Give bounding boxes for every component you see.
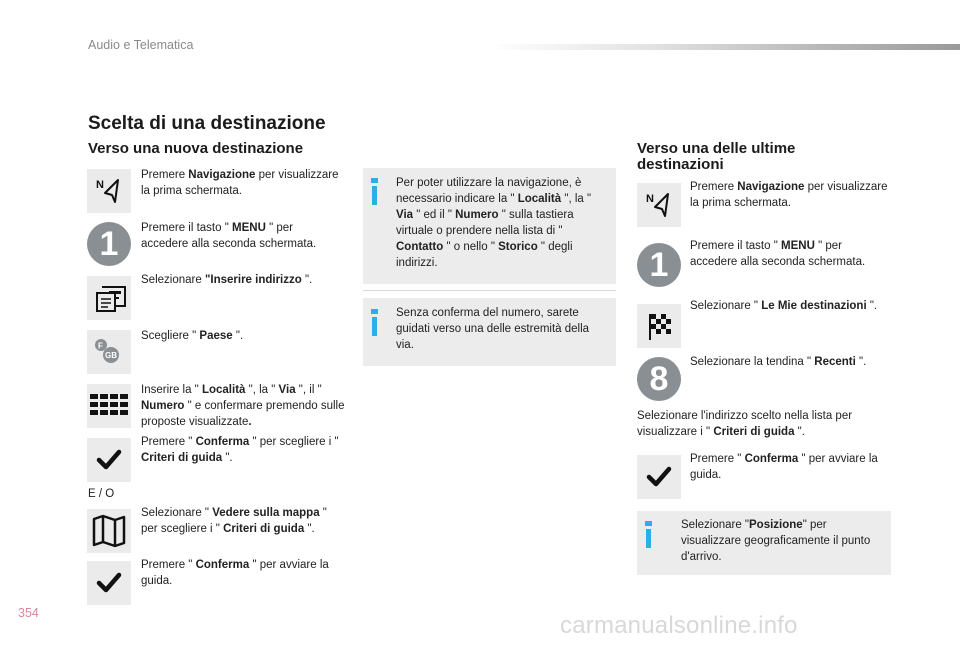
left-step-5-text: Inserire la " Località ", la " Via ", il " Numero " e confermare premendo sulle proposte visualizzate. [141, 384, 345, 428]
svg-text:N: N [96, 179, 104, 191]
left-heading: Verso una nuova destinazione [88, 140, 304, 157]
header-gradient-bar [488, 44, 960, 50]
right-step-5-text: Selezionare l'indirizzo scelto nella lista per visualizzare i " Criteri di guida ". [637, 410, 853, 438]
page-number: 354 [18, 606, 39, 620]
left-step-4-text: Scegliere " Paese ". [141, 330, 244, 342]
divider [363, 290, 616, 291]
left-step-1-text: Premere Navigazione per visualizzare la prima schermata. [141, 169, 339, 197]
svg-text:N: N [646, 193, 654, 205]
info-box-position [637, 511, 891, 575]
left-step-3-text: Selezionare "Inserire indirizzo ". [141, 274, 313, 286]
right-step-2-text: Premere il tasto " MENU " per accedere alla seconda schermata. [690, 240, 866, 268]
info-text-number: Senza conferma del numero, sarete guidati verso una delle estremità della via. [396, 307, 590, 351]
step-badge-1: 1 [87, 222, 131, 266]
confirm-check-icon [87, 561, 131, 605]
step-badge-8: 8 [637, 357, 681, 401]
section-label: Audio e Telematica [88, 38, 194, 52]
left-step-7-text: Selezionare " Vedere sulla mappa " per scegliere i " Criteri di guida ". [141, 507, 327, 535]
right-step-4-text: Selezionare la tendina " Recenti ". [690, 356, 867, 368]
navigation-icon [637, 183, 681, 227]
left-step-2-text: Premere il tasto " MENU " per accedere alla seconda schermata. [141, 222, 317, 250]
info-icon [371, 309, 378, 314]
watermark: carmanualsonline.info [560, 612, 798, 639]
address-card-icon [87, 276, 131, 320]
country-selector-icon [87, 330, 131, 374]
svg-text:F: F [98, 341, 103, 351]
left-step-6-text: Premere " Conferma " per scegliere i " Criteri di guida ". [141, 436, 339, 464]
info-box-navigation [363, 168, 616, 284]
right-step-6-text: Premere " Conferma " per avviare la guida. [690, 453, 878, 481]
right-heading: Verso una delle ultime destinazioni [637, 140, 796, 173]
right-step-3-text: Selezionare " Le Mie destinazioni ". [690, 300, 878, 312]
page-title: Scelta di una destinazione [88, 113, 326, 134]
confirm-check-icon [637, 455, 681, 499]
info-text-position: Selezionare "Posizione" per visualizzare geograficamente il punto d'arrivo. [681, 519, 871, 563]
svg-text:GB: GB [105, 351, 117, 360]
navigation-icon [87, 169, 131, 213]
or-label: E / O [88, 488, 115, 500]
info-icon [645, 521, 652, 526]
info-box-number [363, 298, 616, 366]
checkered-flag-icon [637, 304, 681, 348]
info-icon [371, 178, 378, 183]
right-step-1-text: Premere Navigazione per visualizzare la prima schermata. [690, 181, 888, 209]
confirm-check-icon [87, 438, 131, 482]
info-text-navigation: Per poter utilizzare la navigazione, è necessario indicare la " Località ", la " Via " ed il " Numero " sulla tastiera virtuale o prendere nella lista di " Contatto " o nello " Storico " degli indirizzi. [396, 177, 592, 269]
map-icon [87, 509, 131, 553]
keyboard-grid-icon [87, 384, 131, 428]
left-step-8-text: Premere " Conferma " per avviare la guida. [141, 559, 329, 587]
step-badge-1: 1 [637, 243, 681, 287]
